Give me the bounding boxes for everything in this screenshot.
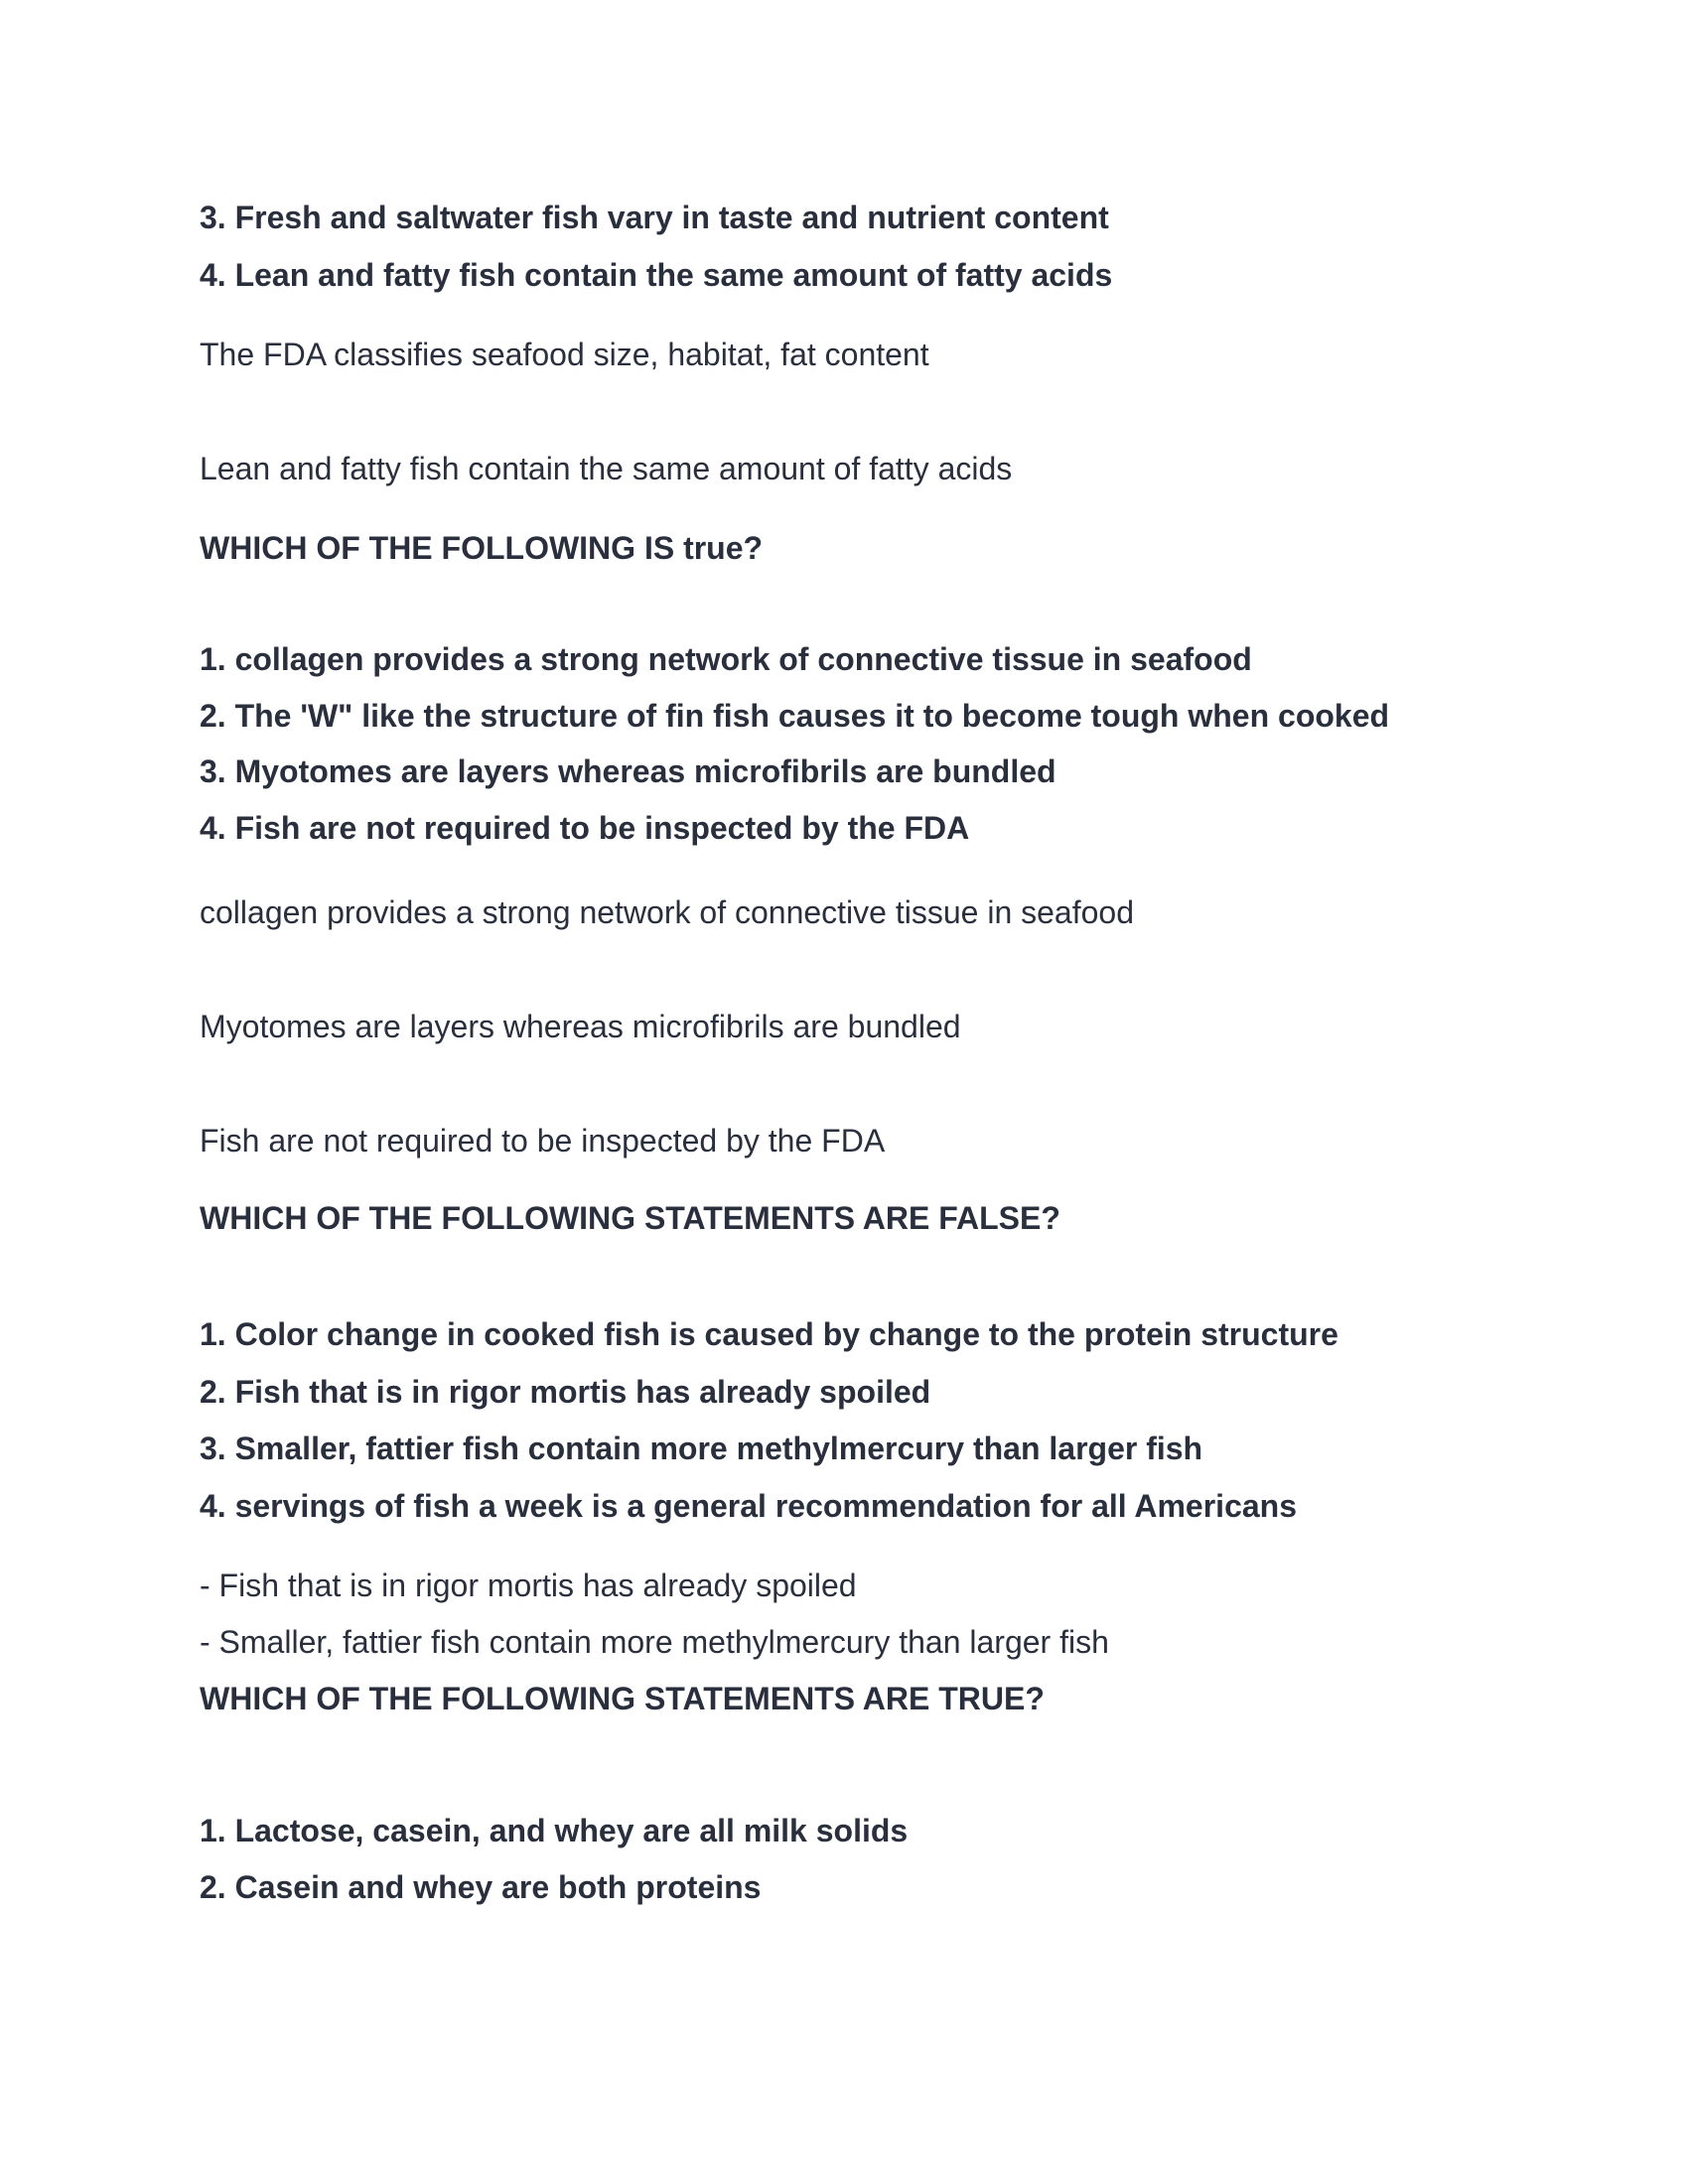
question-option: 4. Lean and fatty fish contain the same amount of fatty acids xyxy=(200,257,1113,293)
answer-text: - Fish that is in rigor mortis has already spoiled xyxy=(200,1568,857,1603)
question-option: 3. Myotomes are layers whereas microfibrils are bundled xyxy=(200,753,1056,789)
answer-text: The FDA classifies seafood size, habitat, fat content xyxy=(200,337,929,372)
question-option: 2. The 'W" like the structure of fin fish causes it to become tough when cooked xyxy=(200,698,1390,734)
question-option: 2. Fish that is in rigor mortis has already spoiled xyxy=(200,1374,931,1410)
answer-text: collagen provides a strong network of connective tissue in seafood xyxy=(200,894,1134,930)
question-option: 1. Lactose, casein, and whey are all milk solids xyxy=(200,1813,909,1848)
question-option: 3. Fresh and saltwater fish vary in taste and nutrient content xyxy=(200,200,1109,235)
question-option: 1. Color change in cooked fish is caused by change to the protein structure xyxy=(200,1316,1338,1352)
question-option: 4. servings of fish a week is a general recommendation for all Americans xyxy=(200,1488,1297,1524)
question-option: 4. Fish are not required to be inspected by the FDA xyxy=(200,810,970,846)
question-option: 1. collagen provides a strong network of connective tissue in seafood xyxy=(200,641,1252,677)
answer-text: Fish are not required to be inspected by the FDA xyxy=(200,1123,886,1159)
question-option: 3. Smaller, fattier fish contain more methylmercury than larger fish xyxy=(200,1431,1203,1466)
question-option: 2. Casein and whey are both proteins xyxy=(200,1869,762,1905)
answer-text: Lean and fatty fish contain the same amount of fatty acids xyxy=(200,451,1013,486)
answer-text: Myotomes are layers whereas microfibrils are bundled xyxy=(200,1009,961,1044)
question-heading: WHICH OF THE FOLLOWING IS true? xyxy=(200,530,764,566)
answer-text: - Smaller, fattier fish contain more methylmercury than larger fish xyxy=(200,1624,1109,1660)
question-heading: WHICH OF THE FOLLOWING STATEMENTS ARE FALSE? xyxy=(200,1200,1060,1236)
question-heading: WHICH OF THE FOLLOWING STATEMENTS ARE TRUE? xyxy=(200,1681,1045,1716)
